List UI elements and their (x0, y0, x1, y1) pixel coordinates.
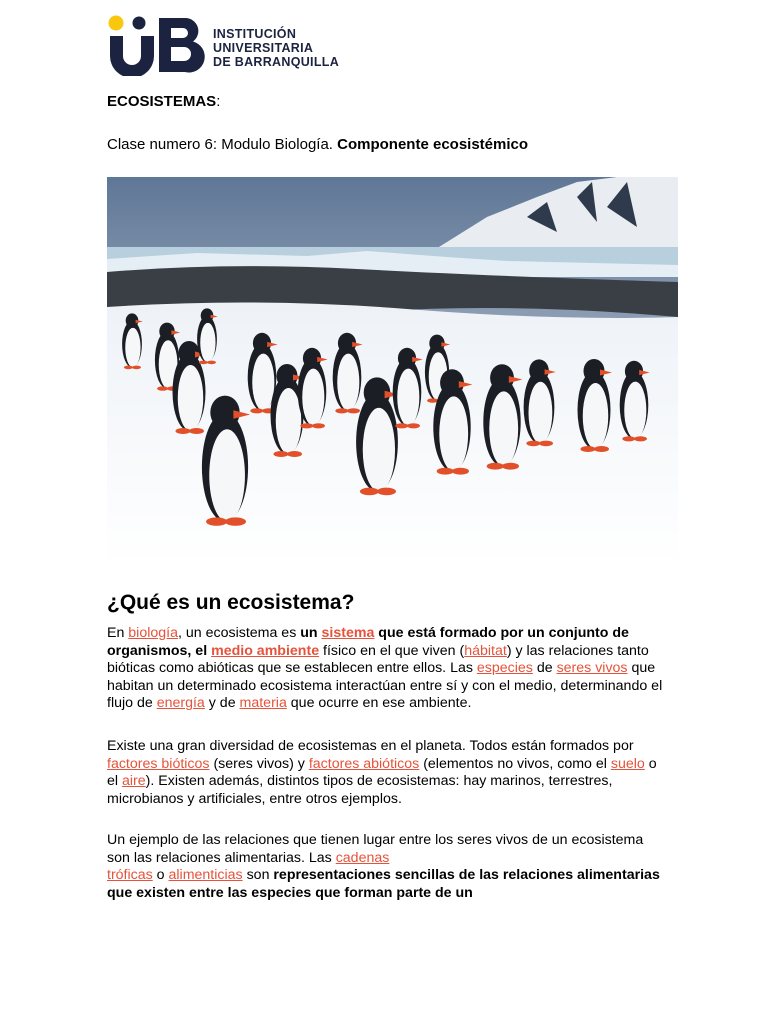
p1-text-5: de (532, 660, 557, 677)
link-habitat[interactable]: hábitat (464, 642, 507, 659)
logo-b-shape (159, 18, 205, 73)
link-materia[interactable]: materia (239, 695, 287, 712)
link-suelo[interactable]: suelo (610, 755, 645, 772)
penguins-photo (107, 177, 678, 566)
section-title: ¿Qué es un ecosistema? (107, 591, 355, 614)
link-biologia[interactable]: biología (128, 625, 178, 641)
p1-text-2: , un ecosistema es (178, 625, 301, 641)
class-line-prefix: Clase numero 6: Modulo Biología. (107, 136, 338, 153)
paragraph-1 (107, 625, 667, 713)
p1-bold-2: que está formado por un conjunto de organismos, el (107, 625, 629, 659)
p1-text-8: que ocurre en ese ambiente. (286, 695, 472, 712)
link-alimenticias[interactable]: alimenticias (168, 867, 243, 884)
logo-line-1: INSTITUCIÓN (213, 27, 297, 41)
link-medio-ambiente-label: medio ambiente (211, 642, 320, 659)
link-especies[interactable]: especies (476, 660, 533, 677)
p2-text-5: ). Existen además, distintos tipos de ecosistemas: hay marinos, terrestres, microbianos y artificiales, entre otros ejemplos. (107, 773, 613, 807)
logo-u-shape (110, 36, 154, 76)
p3-text-1: Un ejemplo de las relaciones que tienen lugar entre los seres vivos de un ecosistema son las relaciones alimentarias. Las (107, 832, 644, 866)
p2-text-3: (elementos no vivos, como el (419, 755, 611, 772)
logo-text (213, 27, 339, 69)
link-cadenas[interactable]: cadenas (335, 849, 390, 866)
link-factores-abioticos[interactable]: factores abióticos (308, 755, 420, 772)
link-seres-vivos[interactable]: seres vivos (556, 660, 628, 677)
link-factores-bioticos[interactable]: factores bióticos (107, 755, 210, 772)
logo-yellow-dot-icon (109, 16, 124, 31)
p1-text-3: físico en el que viven ( (319, 642, 465, 659)
class-line-bold: Componente ecosistémico (337, 136, 529, 153)
p2-text-4: o el (107, 755, 657, 790)
class-line (107, 136, 528, 153)
p3-text-2: o (152, 867, 169, 884)
p3-text-3: son (242, 867, 274, 884)
link-medio-ambiente[interactable] (211, 643, 319, 659)
link-energia[interactable]: energía (156, 695, 205, 712)
logo-u-dot (133, 17, 146, 30)
p3-bold-1: representaciones sencillas de las relaciones alimentarias que existen entre las especies que forman parte de un (107, 867, 660, 901)
p2-text-1: Existe una gran diversidad de ecosistemas en el planeta. Todos están formados por (107, 738, 634, 754)
heading-title: ECOSISTEMAS (107, 93, 217, 110)
p1-text-1: En (107, 625, 129, 641)
paragraph-3 (107, 832, 667, 902)
link-sistema-label: sistema (321, 625, 375, 641)
paragraph-2 (107, 738, 667, 808)
link-aire[interactable]: aire (121, 773, 146, 790)
p1-text-4: ) y las relaciones tanto bióticas como abióticas que se establecen entre ellos. Las (107, 642, 649, 677)
logo-line-2: UNIVERSITARIA (213, 41, 314, 55)
document-heading (107, 93, 220, 110)
heading-colon: : (216, 93, 221, 110)
p1-bold-1: un (300, 625, 322, 641)
link-troficas[interactable]: tróficas (107, 867, 153, 884)
p1-text-6: que habitan un determinado ecosistema interactúan entre sí y con el medio, determinando el flujo de (107, 660, 663, 712)
logo-line-3: DE BARRANQUILLA (213, 55, 340, 69)
link-sistema[interactable] (322, 625, 375, 641)
p1-text-7: y de (204, 695, 240, 712)
p2-text-2: (seres vivos) y (209, 755, 309, 772)
